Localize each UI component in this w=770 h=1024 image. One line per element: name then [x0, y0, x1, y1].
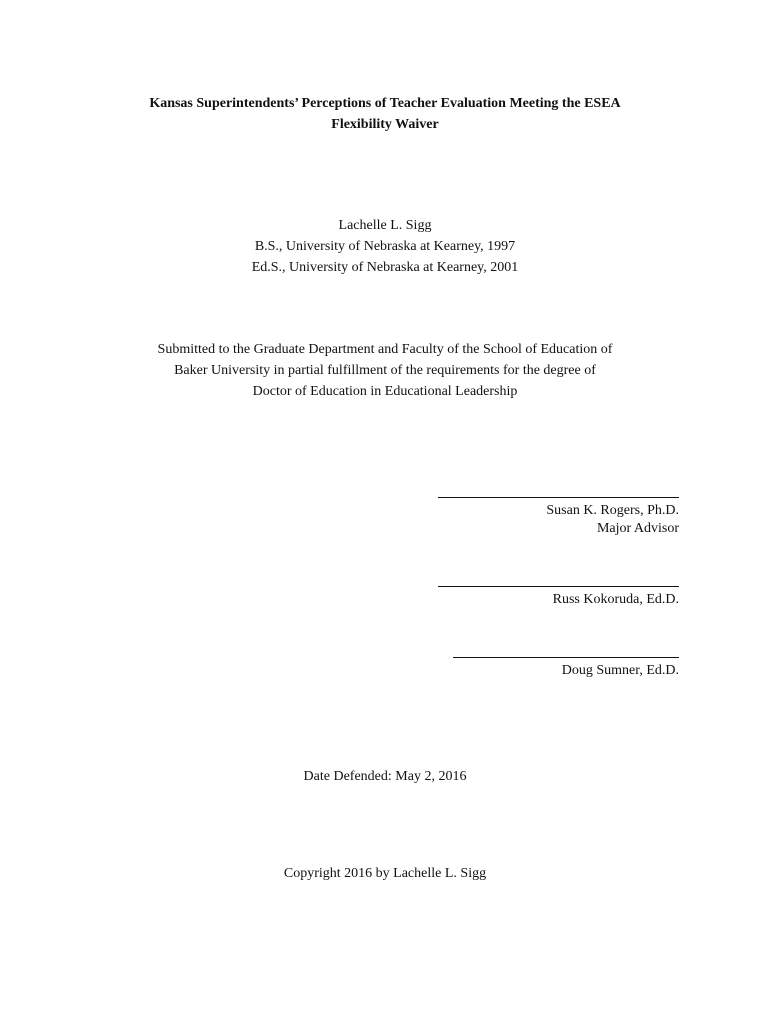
copyright-text: Copyright 2016 by Lachelle L. Sigg — [283, 866, 487, 881]
document-title — [0, 93, 770, 135]
signature-line — [438, 586, 679, 587]
signature-block-committee-2 — [453, 657, 679, 680]
signatory-name: Doug Sumner, Ed.D. — [561, 663, 679, 678]
author-degree-bs: B.S., University of Nebraska at Kearney, 1997 — [254, 239, 516, 254]
signatory-name: Susan K. Rogers, Ph.D. — [546, 503, 679, 518]
signature-line — [438, 497, 679, 498]
title-line-1: Kansas Superintendents’ Perceptions of Teacher Evaluation Meeting the ESEA — [149, 96, 621, 111]
author-degree-eds: Ed.S., University of Nebraska at Kearney, 2001 — [251, 260, 519, 275]
signatory-name: Russ Kokoruda, Ed.D. — [552, 592, 679, 607]
date-defended — [0, 766, 770, 787]
submission-line-1: Submitted to the Graduate Department and Faculty of the School of Education of — [157, 342, 613, 357]
author-name: Lachelle L. Sigg — [338, 218, 432, 233]
submission-statement — [0, 339, 770, 402]
submission-line-2: Baker University in partial fulfillment of the requirements for the degree of — [174, 363, 596, 378]
date-defended-text: Date Defended: May 2, 2016 — [303, 769, 467, 784]
title-line-2: Flexibility Waiver — [331, 117, 439, 132]
submission-line-3: Doctor of Education in Educational Leadership — [252, 384, 518, 399]
author-block — [0, 215, 770, 278]
signature-block-advisor — [438, 497, 679, 538]
signatory-role: Major Advisor — [596, 521, 679, 536]
signature-block-committee-1 — [438, 586, 679, 609]
copyright-notice — [0, 863, 770, 884]
signature-line — [453, 657, 679, 658]
